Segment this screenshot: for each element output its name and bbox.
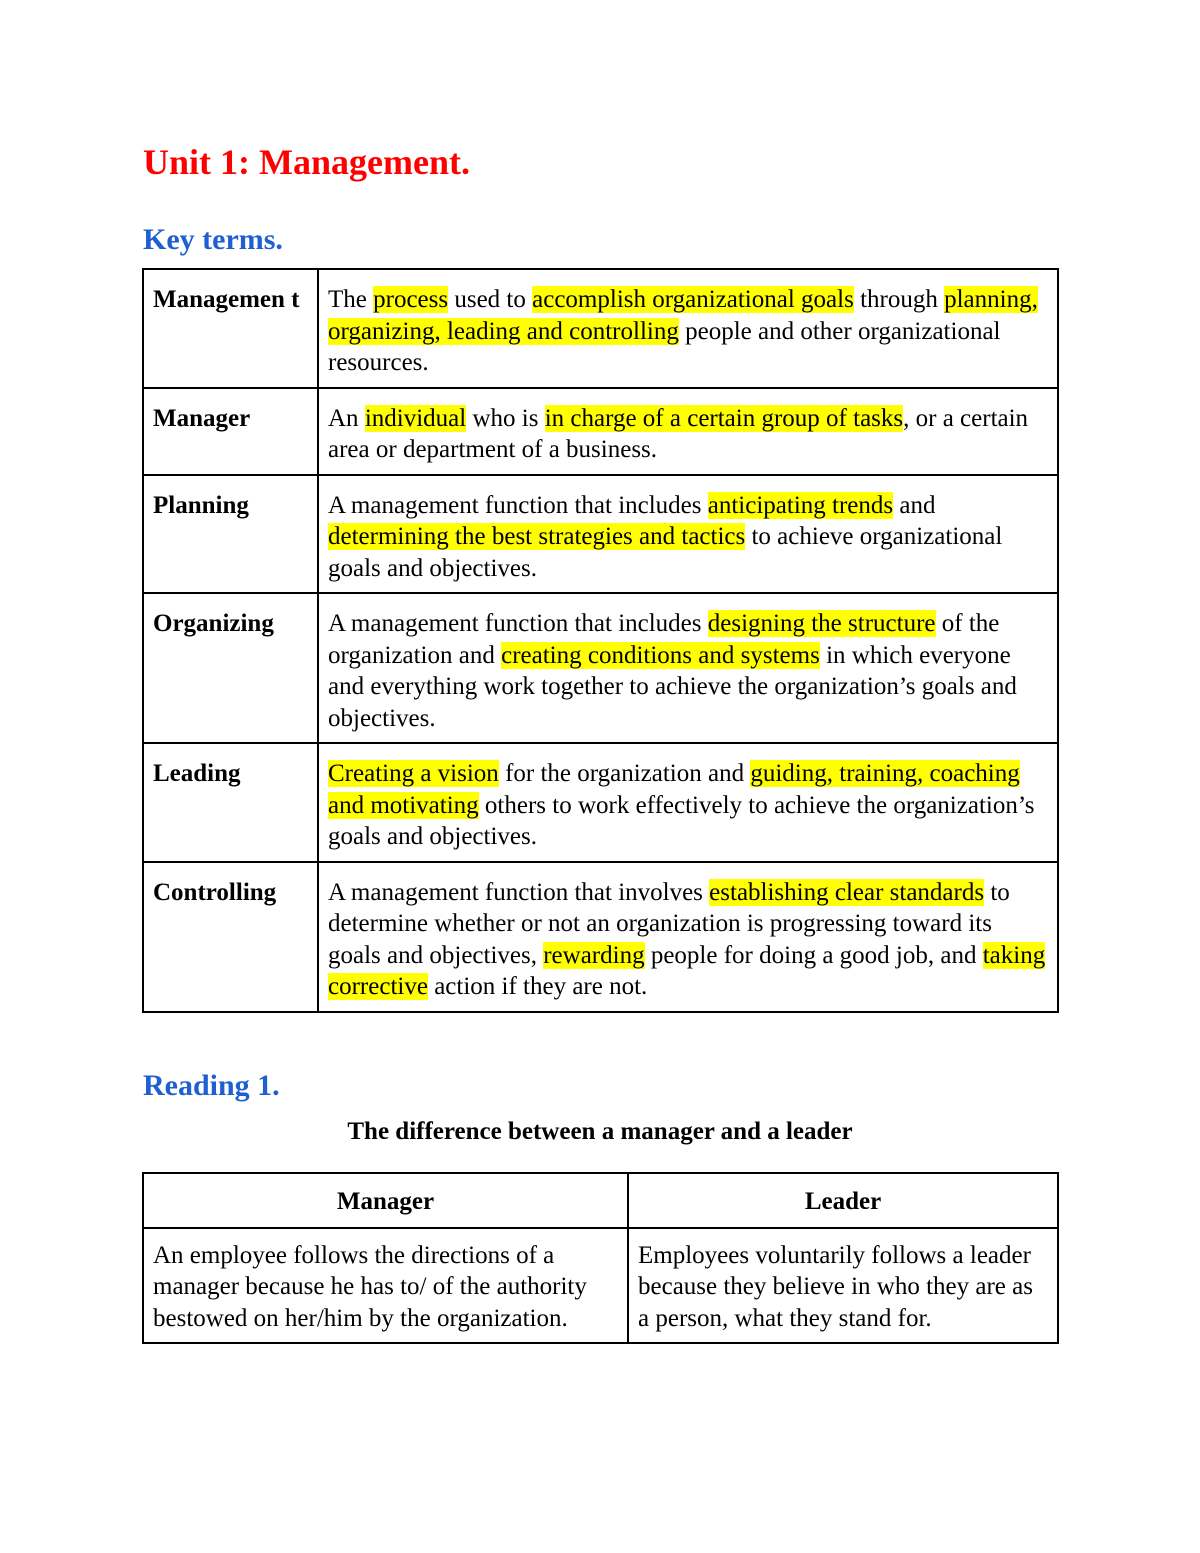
table-row [143,743,1058,862]
definition-text: people for doing a good job, and [644,941,983,969]
term-definition [318,269,1058,388]
manager-description: An employee follows the directions of a manager because he has to/ of the authority bestowed on her/him by the organization. [143,1228,628,1344]
highlighted-text: creating conditions and systems [501,641,820,669]
table-row [143,593,1058,743]
definition-text: others to work effectively to achieve the organization’s goals and objectives. [328,791,1035,850]
term-label: Leading [143,743,318,862]
term-definition [318,388,1058,475]
definition-text: A management function that includes [328,610,708,637]
term-definition [318,475,1058,594]
highlighted-text: Creating a vision [328,760,499,787]
highlighted-text: planning, organizing, leading and controlling [328,286,1038,345]
term-label: Managemen t [143,269,318,388]
highlighted-text: establishing clear standards [709,878,985,906]
definition-text: of the organization and [328,610,1000,669]
definition-text: A management function that includes [328,491,708,519]
table-row [143,862,1058,1012]
definition-text: through [853,286,945,313]
definition-text: to achieve organizational goals and objectives. [328,523,1003,582]
highlighted-text: designing the structure [707,610,936,637]
highlighted-text: individual [364,404,467,432]
reading-heading: Reading 1. [143,1069,280,1102]
definition-text: people and other organizational resources. [328,317,1001,376]
term-label: Organizing [143,593,318,743]
highlighted-text: anticipating trends [707,491,894,519]
highlighted-text: accomplish organizational goals [532,286,854,313]
column-header-leader: Leader [628,1173,1058,1228]
comparison-table [142,1172,1059,1344]
term-label: Planning [143,475,318,594]
definition-text: for the organization and [498,760,751,787]
table-row [143,269,1058,388]
term-definition [318,593,1058,743]
table-header-row [143,1173,1058,1228]
definition-text: in which everyone and everything work together to achieve the organization’s goals and objectives. [328,641,1017,732]
definition-text: and [893,491,936,519]
definition-text: , or a certain area or department of a business. [328,404,1029,463]
definition-text: to determine whether or not an organization is progressing toward its goals and objectives, [328,878,1010,969]
table-row [143,475,1058,594]
definition-text: action if they are not. [427,973,648,1000]
highlighted-text: rewarding [543,941,645,969]
definition-text: who is [466,404,545,432]
table-row [143,388,1058,475]
highlighted-text: taking corrective [328,941,1046,1000]
leader-description: Employees voluntarily follows a leader because they believe in who they are as a person, what they stand for. [628,1228,1058,1344]
highlighted-text: guiding, training, coaching and motivating [328,760,1020,819]
term-definition [318,862,1058,1012]
page-title: Unit 1: Management. [143,142,470,182]
table-row [143,1228,1058,1344]
term-label: Controlling [143,862,318,1012]
term-definition [318,743,1058,862]
reading-subtitle: The difference between a manager and a leader [347,1118,853,1145]
highlighted-text: process [373,286,449,313]
definition-text: A management function that involves [328,878,710,906]
key-terms-table [142,268,1059,1013]
definition-text: The [328,286,374,313]
column-header-manager: Manager [143,1173,628,1228]
highlighted-text: in charge of a certain group of tasks [544,404,904,432]
term-label: Manager [143,388,318,475]
definition-text: An [328,404,365,432]
highlighted-text: determining the best strategies and tactics [328,523,746,550]
definition-text: used to [448,286,533,313]
key-terms-heading: Key terms. [143,223,283,256]
